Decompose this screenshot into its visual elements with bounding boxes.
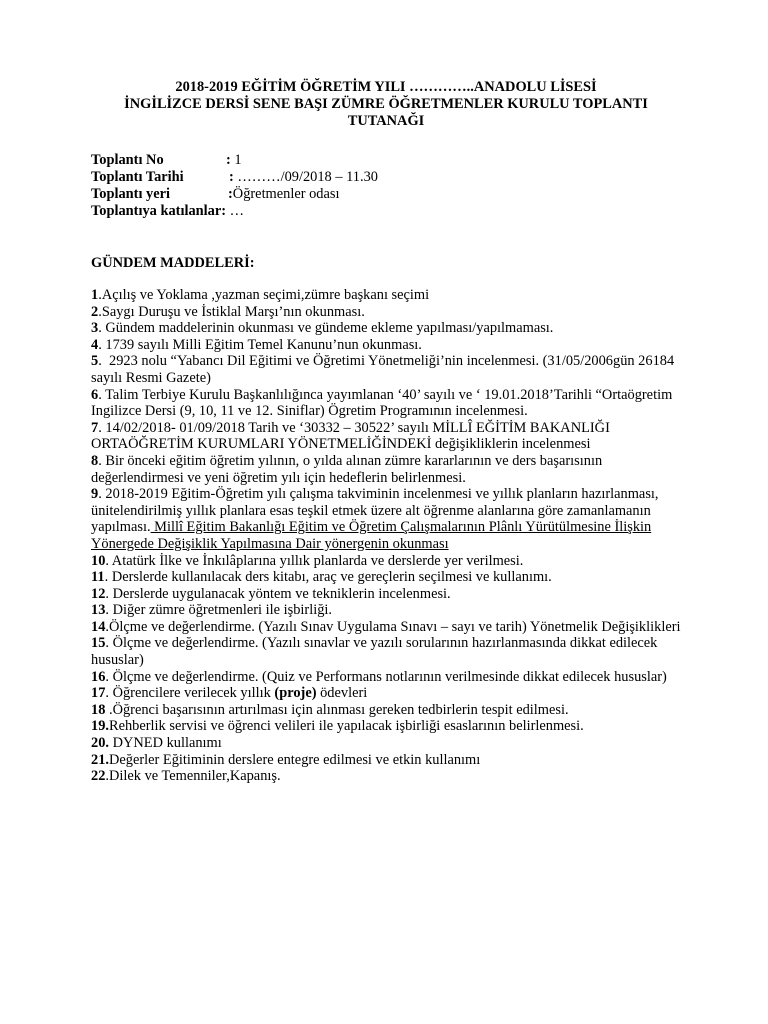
agenda-item-text: Ölçme ve değerlendirme. (Quiz ve Performans notlarının verilmesinde dikkat edilecek hususlar) <box>112 668 667 685</box>
agenda-item-separator: . <box>105 768 109 785</box>
agenda-item-number: 18 <box>91 701 106 718</box>
agenda-item-text: Öğrencilere verilecek yıllık <box>112 685 275 702</box>
meeting-date-label: Toplantı Tarihi <box>91 169 184 185</box>
agenda-item-underlined-text: Millî Eğitim Bakanlığı Eğitim ve Öğretim Çalışmalarının Plânlı Yürütülmesine İlişkin Yönergede Değişiklik Yapılmasına Dair yönergenin okunması <box>91 519 652 552</box>
agenda-item-number: 14 <box>91 618 106 635</box>
title-line-2: İNGİLİZCE DERSİ SENE BAŞI ZÜMRE ÖĞRETMENLER KURULU TOPLANTI <box>124 96 648 112</box>
agenda-item <box>91 602 681 619</box>
participants-row <box>91 203 681 220</box>
agenda-item-number: 3 <box>91 320 99 337</box>
agenda-item-text: Ölçme ve değerlendirme. (Yazılı sınavlar ve yazılı sorularının hazırlanmasında dikkat edilecek hususlar) <box>91 635 658 669</box>
meeting-info <box>91 152 681 220</box>
agenda-item-number: 22 <box>91 768 106 785</box>
agenda-item-text: Ölçme ve değerlendirme. (Yazılı Sınav Uygulama Sınavı – sayı ve tarih) Yönetmelik Değişiklikleri <box>109 618 681 635</box>
meeting-number-value: 1 <box>234 152 242 168</box>
meeting-number-row <box>91 152 681 169</box>
agenda-item-separator: . <box>98 419 106 436</box>
agenda-item-text: Talim Terbiye Kurulu Başkanlılığınca yayımlanan ‘40’ sayılı ve ‘ 19.01.2018’Tarihli “Ortaögretim Ingilizce Dersi (9, 10, 11 ve 12. Siniflar) Ögretim Programının incelenmesi. <box>91 386 673 420</box>
agenda-item-number: 13 <box>91 602 106 619</box>
meeting-number-label: Toplantı No <box>91 152 164 168</box>
agenda-item <box>91 453 681 486</box>
agenda-item <box>91 320 681 337</box>
agenda-item-separator: . <box>98 320 106 337</box>
agenda-item-separator: . <box>98 303 102 320</box>
agenda-item-text: 2018-2019 Eğitim-Öğretim yılı çalışma takviminin incelenmesi ve yıllık planların hazırlanması, ünitelendirilmiş yıllık planlara esas teşkil etmek üzere alt öğrenme alanlarına göre zamanlamanın yapılması. <box>91 486 659 536</box>
agenda-item-separator: . <box>104 569 112 586</box>
colon: : <box>228 186 233 202</box>
title-line-1: 2018-2019 EĞİTİM ÖĞRETİM YILI …………..ANADOLU LİSESİ <box>175 79 597 95</box>
agenda-item <box>91 752 681 769</box>
agenda-item-separator: . <box>105 668 113 685</box>
agenda-item-text: 1739 sayılı Milli Eğitim Temel Kanunu’nun okunması. <box>105 336 422 353</box>
agenda-item-number: 17 <box>91 685 106 702</box>
agenda-item <box>91 669 681 686</box>
document-page <box>91 79 681 785</box>
agenda-item-separator: . <box>105 701 113 718</box>
meeting-date-row <box>91 169 681 186</box>
agenda-item-text: 2923 nolu “Yabancı Dil Eğitimi ve Öğretimi Yönetmeliği’nin incelenmesi. (31/05/2006gün 26184 sayılı Resmi Gazete) <box>91 353 675 386</box>
agenda-item-number: 7 <box>91 419 99 436</box>
agenda-heading: GÜNDEM MADDELERİ: <box>91 255 255 271</box>
agenda-item <box>91 387 681 420</box>
agenda-item <box>91 718 681 735</box>
agenda-item-separator: . <box>98 353 109 370</box>
agenda-item <box>91 304 681 321</box>
agenda-item-number: 6 <box>91 386 99 403</box>
agenda-item <box>91 337 681 354</box>
agenda-item-text: Öğrenci başarısının artırılması için alınması gereken tedbirlerin tespit edilmesi. <box>112 701 569 718</box>
agenda-item-text: Değerler Eğitiminin derslere entegre edilmesi ve etkin kullanımı <box>109 751 481 768</box>
agenda-item-text: Diğer zümre öğretmenleri ile işbirliği. <box>112 602 332 619</box>
agenda-item <box>91 420 681 453</box>
participants-label: Toplantıya katılanlar: <box>91 203 227 219</box>
agenda-item <box>91 768 681 785</box>
agenda-item-text: Derslerde uygulanacak yöntem ve tekniklerin incelenmesi. <box>112 585 451 602</box>
agenda-item-number: 1 <box>91 287 99 303</box>
agenda-item-separator: . <box>105 685 113 702</box>
agenda-item <box>91 287 681 304</box>
agenda-item-number: 9 <box>91 486 99 503</box>
agenda-item <box>91 619 681 636</box>
agenda-item <box>91 635 681 668</box>
agenda-item-separator: . <box>98 386 106 403</box>
agenda-item <box>91 353 681 386</box>
agenda-item-separator: . <box>105 552 112 569</box>
agenda-item-text: Rehberlik servisi ve öğrenci velileri ile yapılacak işbirliği esaslarının belirlenmesi. <box>109 718 584 735</box>
agenda-item-number: 10 <box>91 552 106 569</box>
agenda-item-number: 5 <box>91 353 99 370</box>
agenda-item-text: Dilek ve Temenniler,Kapanış. <box>109 768 281 785</box>
agenda-item-text: Gündem maddelerinin okunması ve gündeme ekleme yapılması/yapılmaması. <box>105 320 554 337</box>
agenda-item <box>91 569 681 586</box>
agenda-item-number: 19. <box>91 718 109 735</box>
meeting-place-row <box>91 186 681 203</box>
agenda-item-text: DYNED kullanımı <box>112 735 222 752</box>
colon: : <box>226 152 231 168</box>
agenda-item-number: 11 <box>91 569 105 586</box>
agenda-item <box>91 586 681 603</box>
agenda-item-text: 14/02/2018- 01/09/2018 Tarih ve ‘30332 – 30522’ sayılı MİLLÎ EĞİTİM BAKANLIĞI ORTAÖĞRETİM KURUMLARI YÖNETMELİĞİNDEKİ değişikliklerin incelenmesi <box>91 419 610 453</box>
meeting-place-value: Öğretmenler odası <box>232 186 340 202</box>
document-title <box>91 79 681 130</box>
agenda-item-text: Derslerde kullanılacak ders kitabı, araç ve gereçlerin seçilmesi ve kullanımı. <box>111 569 552 586</box>
agenda-item-separator: . <box>105 602 113 619</box>
agenda-item-separator: . <box>105 585 113 602</box>
agenda-item-number: 2 <box>91 303 99 320</box>
agenda-item-number: 4 <box>91 336 99 353</box>
meeting-place-label: Toplantı yeri <box>91 186 171 202</box>
agenda-item <box>91 685 681 702</box>
meeting-date-value: ………/09/2018 – 11.30 <box>237 169 378 185</box>
agenda-item-text: Bir önceki eğitim öğretim yılının, o yılda alınan zümre kararlarının ve ders başarısının değerlendirmesi ve yeni öğretim yılı için hedeflerin belirlenmesi. <box>91 452 603 486</box>
agenda-item-separator: . <box>98 287 102 303</box>
agenda-item <box>91 702 681 719</box>
title-line-3: TUTANAĞI <box>347 113 425 129</box>
agenda-item-number: 12 <box>91 585 106 602</box>
agenda-item-separator: . <box>98 336 106 353</box>
agenda-item-number: 20. <box>91 735 109 752</box>
agenda-item-number: 8 <box>91 452 99 469</box>
agenda-item <box>91 553 681 570</box>
agenda-item <box>91 735 681 752</box>
agenda-item-text-after: ödevleri <box>316 685 368 702</box>
colon: : <box>229 169 234 185</box>
agenda-list <box>91 287 681 785</box>
participants-value: … <box>229 203 245 219</box>
agenda-item-number: 15 <box>91 635 106 652</box>
agenda-item-bold-text: (proje) <box>274 685 317 702</box>
agenda-item-text: Açılış ve Yoklama ,yazman seçimi,zümre başkanı seçimi <box>101 287 430 303</box>
agenda-item-text: Saygı Duruşu ve İstiklal Marşı’nın okunması. <box>101 303 365 320</box>
agenda-item <box>91 486 681 552</box>
agenda-item-separator: . <box>105 635 113 652</box>
agenda-item-number: 16 <box>91 668 106 685</box>
agenda-item-separator: . <box>98 486 106 503</box>
agenda-item-separator: . <box>98 452 106 469</box>
agenda-item-text: Atatürk İlke ve İnkılâplarına yıllık planlarda ve derslerde yer verilmesi. <box>111 552 524 569</box>
agenda-item-separator: . <box>105 618 109 635</box>
agenda-item-number: 21. <box>91 751 109 768</box>
